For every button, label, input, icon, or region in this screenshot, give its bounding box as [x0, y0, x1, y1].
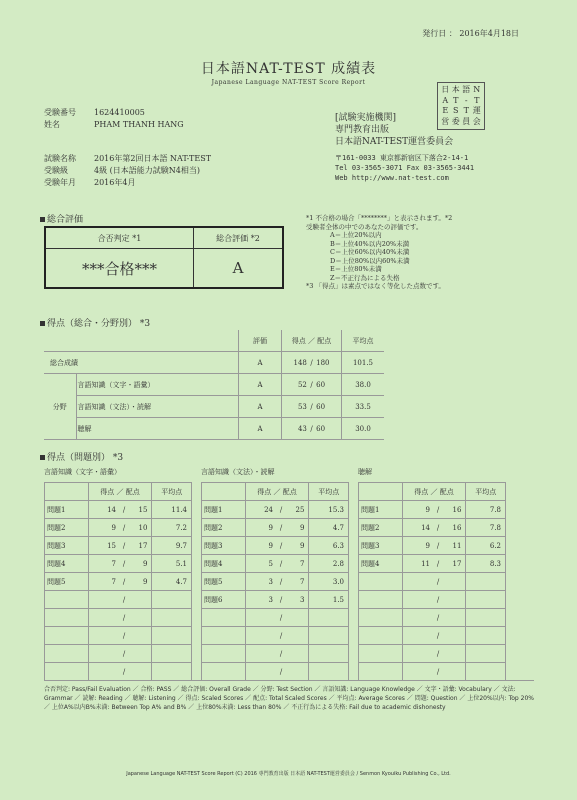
table-row: / [359, 591, 506, 609]
note-3: *3 「得点」は素点ではなく等化した点数です。 [306, 282, 445, 290]
pass-fail-value: ***合格*** [45, 249, 194, 289]
grade-definition: D＝上位80%以内60%未満 [330, 256, 410, 265]
section-max: 60 [315, 374, 341, 396]
table-row: 問題2 14 / 16 7.8 [359, 519, 506, 537]
section-scores-heading: 得点（総合・分野別） *3 [40, 316, 150, 329]
org-line: 専門教育出版 [335, 125, 390, 135]
grade-definition: Z＝不正行為による失格 [330, 273, 400, 282]
info-label: 姓名 [44, 120, 60, 129]
question-avg: 3.0 [309, 573, 349, 591]
section-label: 聴解 [76, 418, 239, 440]
seal-char: - [464, 95, 468, 105]
question-table-title: 言語知識（文字・語彙） [44, 468, 121, 476]
question-table [201, 482, 349, 681]
seal-char: 本 [451, 85, 460, 94]
grade-header: 総合評価 *2 [194, 227, 284, 249]
info-label: 受験番号 [44, 108, 76, 117]
question-max: 3 [285, 591, 309, 609]
question-max: 9 [285, 537, 309, 555]
question-avg: 5.1 [152, 555, 192, 573]
question-max: 10 [128, 519, 152, 537]
table-row: / [202, 663, 349, 681]
seal-char: N [473, 85, 481, 94]
table-row: / [45, 591, 192, 609]
section-max: 60 [315, 418, 341, 440]
question-max: 7 [285, 555, 309, 573]
question-label: 問題2 [45, 519, 89, 537]
overall-section-heading: 総合評価 [40, 212, 83, 225]
question-score: 3 [245, 573, 277, 591]
question-score: 9 [88, 519, 120, 537]
seal-char: S [453, 106, 459, 115]
question-avg: 8.3 [466, 555, 506, 573]
table-row: / [359, 609, 506, 627]
section-grade: A [239, 374, 282, 396]
section-grade: A [239, 418, 282, 440]
table-row: 問題2 9 / 10 7.2 [45, 519, 192, 537]
question-label: 問題3 [202, 537, 246, 555]
overall-table [44, 226, 284, 289]
seal-char: 員 [462, 116, 471, 126]
seal-char: T [463, 106, 469, 115]
question-label: 問題3 [359, 537, 403, 555]
question-max: 9 [128, 555, 152, 573]
org-line: [試験実施機関] [335, 113, 397, 123]
question-score: 24 [245, 501, 277, 519]
question-avg: 2.8 [309, 555, 349, 573]
pass-fail-header: 合否判定 *1 [45, 227, 194, 249]
question-avg: 1.5 [309, 591, 349, 609]
question-label: 問題6 [202, 591, 246, 609]
question-score: 7 [88, 573, 120, 591]
question-avg: 7.8 [466, 519, 506, 537]
table-row: / [202, 645, 349, 663]
question-avg: 7.8 [466, 501, 506, 519]
section-scores-table [44, 330, 384, 440]
col-avg-header: 平均点 [152, 483, 192, 501]
question-label: 問題2 [202, 519, 246, 537]
question-avg: 15.3 [309, 501, 349, 519]
table-row: / [45, 609, 192, 627]
address-line: Web http://www.nat-test.com [335, 174, 449, 182]
question-table-title: 聴解 [358, 468, 372, 476]
table-row: 問題5 3 / 7 3.0 [202, 573, 349, 591]
examinee-name: PHAM THANH HANG [94, 120, 184, 129]
exam-level: 4級 (日本語能力試験N4相当) [94, 166, 200, 175]
table-row: 問題3 15 / 17 9.7 [45, 537, 192, 555]
question-avg: 4.7 [152, 573, 192, 591]
note-2: 受験者全体の中でのあなたの評価です。 [306, 222, 423, 231]
total-score: 148 [282, 352, 308, 374]
question-max: 9 [128, 573, 152, 591]
question-max: 15 [128, 501, 152, 519]
exam-date: 2016年4月 [94, 178, 136, 187]
total-grade: A [239, 352, 282, 374]
report-subtitle: Japanese Language NAT-TEST Score Report [211, 79, 366, 86]
question-avg: 6.3 [309, 537, 349, 555]
table-row: 言語知識（文法）・読解 A 53 / 60 33.5 [44, 396, 384, 418]
section-score: 52 [282, 374, 308, 396]
col-avg-header: 平均点 [309, 483, 349, 501]
question-max: 16 [442, 519, 466, 537]
col-score-header: 得点 ／ 配点 [282, 330, 342, 352]
table-row: / [359, 663, 506, 681]
col-grade-header: 評価 [239, 330, 282, 352]
question-score: 9 [245, 537, 277, 555]
examinee-number: 1624410005 [94, 108, 145, 117]
report-title: 日本語NAT-TEST 成績表 [200, 61, 377, 77]
table-row: 問題2 9 / 9 4.7 [202, 519, 349, 537]
question-label: 問題5 [45, 573, 89, 591]
info-label: 試験名称 [44, 154, 76, 163]
table-row: / [45, 627, 192, 645]
grade-definition: A＝上位20%以内 [330, 231, 382, 239]
question-score: 15 [88, 537, 120, 555]
seal-char: 営 [441, 116, 450, 126]
section-max: 60 [315, 396, 341, 418]
question-max: 11 [442, 537, 466, 555]
issue-date: 発行日 ： 2016年4月18日 [422, 29, 519, 38]
question-score: 14 [88, 501, 120, 519]
question-score: 3 [245, 591, 277, 609]
table-row: / [202, 627, 349, 645]
question-max: 25 [285, 501, 309, 519]
seal-char: 会 [472, 116, 481, 126]
question-table [44, 482, 192, 681]
square-bullet-icon [40, 217, 45, 222]
table-row: / [202, 609, 349, 627]
total-max: 180 [315, 352, 341, 374]
col-score-header: 得点 ／ 配点 [402, 483, 466, 501]
section-avg: 38.0 [342, 374, 385, 396]
examinee-info [44, 107, 184, 131]
section-group-label: 分野 [44, 374, 76, 440]
table-row: 問題5 7 / 9 4.7 [45, 573, 192, 591]
col-avg-header: 平均点 [466, 483, 506, 501]
table-row: 問題4 11 / 17 8.3 [359, 555, 506, 573]
table-row: 聴解 A 43 / 60 30.0 [44, 418, 384, 440]
table-row: 問題1 24 / 25 15.3 [202, 501, 349, 519]
question-score: 7 [88, 555, 120, 573]
question-label: 問題1 [359, 501, 403, 519]
section-score: 53 [282, 396, 308, 418]
info-label: 受験級 [44, 166, 68, 175]
seal-char: 日 [441, 85, 450, 94]
question-avg: 11.4 [152, 501, 192, 519]
address-line: Tel 03-3565-3071 Fax 03-3565-3441 [335, 164, 475, 172]
question-label: 問題5 [202, 573, 246, 591]
question-label: 問題1 [202, 501, 246, 519]
organization [335, 112, 453, 148]
square-bullet-icon [40, 321, 45, 326]
question-max: 7 [285, 573, 309, 591]
section-grade: A [239, 396, 282, 418]
note-1: *1 不合格の場合「********」と表示されます。*2 [306, 214, 453, 222]
footer: Japanese Language NAT-TEST Score Report (C) 2016 専門教育出版 日本語 NAT-TEST運営委員会 / Senmon Kyouiku Publishing Co., Ltd. [126, 771, 451, 777]
section-score: 43 [282, 418, 308, 440]
grade-value: A [194, 249, 284, 289]
total-avg: 101.5 [342, 352, 385, 374]
question-label: 問題4 [202, 555, 246, 573]
question-label: 問題2 [359, 519, 403, 537]
question-max: 16 [442, 501, 466, 519]
section-avg: 30.0 [342, 418, 385, 440]
question-label: 問題3 [45, 537, 89, 555]
table-row: / [359, 645, 506, 663]
table-row: 問題1 9 / 16 7.8 [359, 501, 506, 519]
col-score-header: 得点 ／ 配点 [245, 483, 309, 501]
seal-char: 委 [451, 116, 460, 126]
notes [306, 214, 546, 291]
exam-info [44, 153, 211, 189]
seal-char: 語 [462, 85, 471, 94]
seal-char: T [453, 95, 459, 105]
question-score: 9 [402, 537, 434, 555]
table-row: / [359, 573, 506, 591]
question-score: 14 [402, 519, 434, 537]
question-table-title: 言語知識（文法）・読解 [201, 468, 275, 476]
square-bullet-icon [40, 455, 45, 460]
question-max: 17 [128, 537, 152, 555]
seal-char: A [442, 95, 449, 105]
col-avg-header: 平均点 [342, 330, 385, 352]
table-row: / [45, 663, 192, 681]
divider [44, 680, 534, 681]
table-row: 問題4 5 / 7 2.8 [202, 555, 349, 573]
grade-definition: C＝上位60%以内40%未満 [330, 248, 410, 256]
exam-name: 2016年第2回日本語 NAT-TEST [94, 154, 212, 163]
question-label: 問題4 [359, 555, 403, 573]
seal-char: T [474, 95, 480, 105]
question-max: 17 [442, 555, 466, 573]
address-line: 〒161-0033 東京都新宿区下落合2-14-1 [335, 154, 469, 162]
question-label: 問題1 [45, 501, 89, 519]
table-row: 問題3 9 / 9 6.3 [202, 537, 349, 555]
section-label: 言語知識（文字・語彙） [76, 374, 239, 396]
question-table [358, 482, 506, 681]
table-row: 問題1 14 / 15 11.4 [45, 501, 192, 519]
section-label: 言語知識（文法）・読解 [76, 396, 239, 418]
question-score: 11 [402, 555, 434, 573]
section-avg: 33.5 [342, 396, 385, 418]
info-label: 受験年月 [44, 178, 76, 187]
table-row: / [45, 645, 192, 663]
question-score: 5 [245, 555, 277, 573]
grade-definition: B＝上位40%以内20%未満 [330, 239, 410, 248]
organization-address [335, 153, 474, 183]
seal-char: E [442, 106, 449, 115]
question-scores-heading: 得点（問題別） *3 [40, 450, 123, 463]
legend: 合否判定: Pass/Fail Evaluation ／ 合格: PASS ／ 総合評価: Overall Grade ／ 分野: Test Section ／ 言語知識: Language Knowledge ／ 文字・語彙: Vocabulary ／ 文法: Grammar ／ 読解: Reading ／ 聴解: Listening ／ 得点: Scaled Scores ／ 配点: Total Scaled Scores ／ 平均点: Average Scores ／ 問題: Question ／ 上位20%以内: Top 20% ／ 上位A%以内B%未満: Between Top A% and B% ／ 上位80%未満: Less than 80% ／ 不正行為による失格: Fail due to academic dishonesty [44, 686, 534, 711]
question-score: 9 [245, 519, 277, 537]
question-avg: 4.7 [309, 519, 349, 537]
table-row: 分野 言語知識（文字・語彙） A 52 / 60 38.0 [44, 374, 384, 396]
table-row: 総合成績 A 148 / 180 101.5 [44, 352, 384, 374]
total-label: 総合成績 [44, 352, 239, 374]
question-score: 9 [402, 501, 434, 519]
question-label: 問題4 [45, 555, 89, 573]
table-row: 問題4 7 / 9 5.1 [45, 555, 192, 573]
question-avg: 9.7 [152, 537, 192, 555]
table-row: / [359, 627, 506, 645]
org-line: 日本語NAT-TEST運営委員会 [335, 137, 454, 147]
col-score-header: 得点 ／ 配点 [88, 483, 152, 501]
seal-char: 運 [472, 106, 481, 115]
question-max: 9 [285, 519, 309, 537]
table-row: 問題3 9 / 11 6.2 [359, 537, 506, 555]
question-avg: 6.2 [466, 537, 506, 555]
question-avg: 7.2 [152, 519, 192, 537]
table-row: 問題6 3 / 3 1.5 [202, 591, 349, 609]
grade-definition: E＝上位80%未満 [330, 265, 382, 273]
